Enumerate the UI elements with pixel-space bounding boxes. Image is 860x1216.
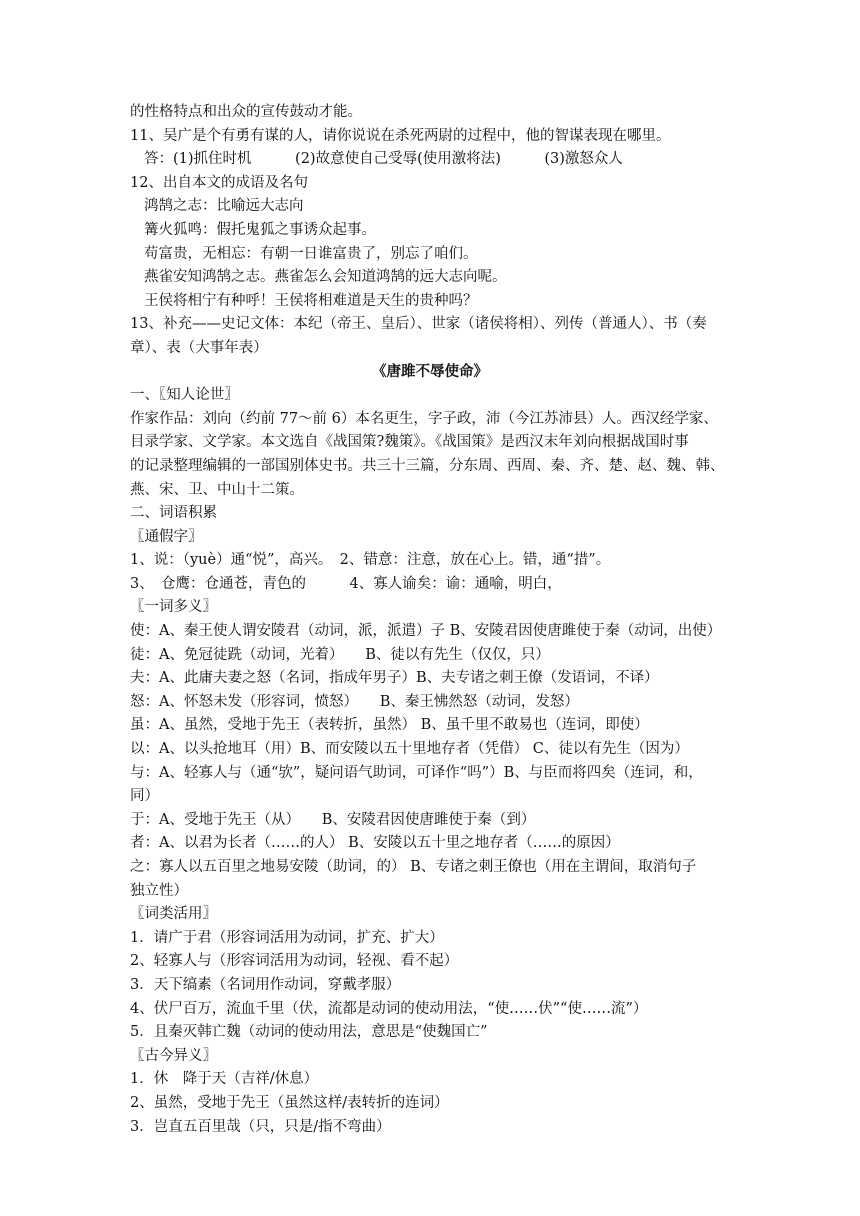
text-line: 1．请广于君（形容词活用为动词，扩充、扩大）: [130, 929, 444, 946]
text-line: 二、词语积累: [130, 505, 217, 522]
text-line: 2、虽然，受地于先王（虽然这样/表转折的连词）: [130, 1094, 449, 1111]
text-line: 苟富贵，无相忘：有朝一日谁富贵了，别忘了咱们。: [144, 245, 478, 262]
text-line: 使：A、秦王使人谓安陵君（动词，派，派遣）子 B、安陵君因使唐雎使于秦（动词，出使）: [130, 623, 722, 640]
text-line: 燕雀安知鸿鹄之志。燕雀怎么会知道鸿鹄的远大志向呢。: [144, 269, 507, 286]
text-line: 作家作品：刘向（约前 77～前 6）本名更生，字子政，沛（今江苏沛县）人。西汉经学家、: [130, 410, 718, 427]
text-line: 虽：A、虽然，受地于先王（表转折，虽然） B、虽千里不敢易也（连词，即使）: [130, 717, 649, 734]
text-line: 鸿鹄之志：比喻远大志向: [144, 198, 304, 215]
text-line: 章）、表（大事年表）: [130, 339, 268, 356]
text-line: 5．且秦灭韩亡魏（动词的使动用法，意思是“使魏国亡”: [130, 1024, 488, 1041]
text-line: 13、补充——史记文体：本纪（帝王、皇后）、世家（诸侯将相）、列传（普通人）、书（奏: [130, 316, 707, 333]
text-line: 1、说：（yuè）通“悦”，高兴。 2、错意：注意，放在心上。错，通“措”。: [130, 552, 611, 569]
text-line: 者：A、以君为长者（……的人） B、安陵以五十里之地存者（……的原因）: [130, 835, 620, 852]
text-line: 〖词类活用〗: [130, 906, 217, 923]
text-line: 夫：A、此庸夫妻之怒（名词，指成年男子）B、夫专诸之刺王僚（发语词，不译）: [130, 670, 659, 687]
text-line: 的性格特点和出众的宣传鼓动才能。: [130, 104, 362, 120]
text-line: 〖一词多义〗: [130, 599, 217, 616]
document-body: [130, 101, 730, 1139]
text-line: 〖通假字〗: [130, 528, 203, 545]
section-title: 《唐雎不辱使命》: [372, 363, 488, 380]
text-line: 11、吴广是个有勇有谋的人，请你说说在杀死两尉的过程中，他的智谋表现在哪里。: [130, 127, 671, 144]
text-line: 以：A、以头抢地耳（用）B、而安陵以五十里地存者（凭借） C、徒以有先生（因为）: [130, 741, 689, 758]
text-line: 于：A、受地于先王（从） B、安陵君因使唐雎使于秦（到）: [130, 811, 536, 828]
text-line: 1．休 降于天（吉祥/休息）: [130, 1071, 319, 1088]
text-line: 之：寡人以五百里之地易安陵（助词，的） B、专诸之刺王僚也（用在主谓间，取消句子: [130, 859, 697, 875]
text-line: 3．天下缟素（名词用作动词，穿戴孝服）: [130, 976, 401, 993]
text-line: 的记录整理编辑的一部国别体史书。共三十三篇，分东周、西周、秦、齐、楚、赵、魏、韩、: [130, 457, 725, 474]
text-line: 与：A、轻寡人与（通“欤”，疑问语气助词，可译作“吗”）B、与臣而将四矣（连词，和，: [130, 764, 703, 781]
text-line: 徒：A、免冠徒跣（动词，光着） B、徒以有先生（仅仅，只）: [130, 646, 550, 663]
text-line: 2、轻寡人与（形容词活用为动词，轻视、看不起）: [130, 953, 459, 970]
text-line: 燕、宋、卫、中山十二策。: [130, 481, 304, 498]
text-line: 怒：A、怀怒未发（形容词，愤怒） B、秦王怫然怒（动词，发怒）: [130, 693, 579, 710]
text-line: 3．岂直五百里哉（只，只是/指不弯曲）: [130, 1118, 391, 1135]
text-line: 〖古今异义〗: [130, 1047, 217, 1064]
text-line: 3、 仓鹰：仓通苍，青色的 4、寡人谕矣：谕：通喻，明白，: [130, 575, 562, 592]
text-line: 目录学家、文学家。本文选自《战国策?魏策》。《战国策》是西汉末年刘向根据战国时事: [130, 434, 689, 451]
text-line: 篝火狐鸣：假托鬼狐之事诱众起事。: [144, 221, 376, 238]
text-line: 王侯将相宁有种呼！王侯将相难道是天生的贵种吗？: [144, 292, 478, 309]
text-line: 答：(1)抓住时机 (2)故意使自己受辱(使用激将法) (3)激怒众人: [144, 151, 623, 168]
text-line: 独立性）: [130, 882, 188, 899]
text-line: 同）: [130, 788, 159, 805]
text-line: 4、伏尸百万，流血千里（伏，流都是动词的使动用法，“使……伏”“使……流”）: [130, 1000, 648, 1017]
text-line: 12、出自本文的成语及名句: [130, 174, 308, 191]
text-line: 一、〖知人论世〗: [130, 387, 239, 404]
